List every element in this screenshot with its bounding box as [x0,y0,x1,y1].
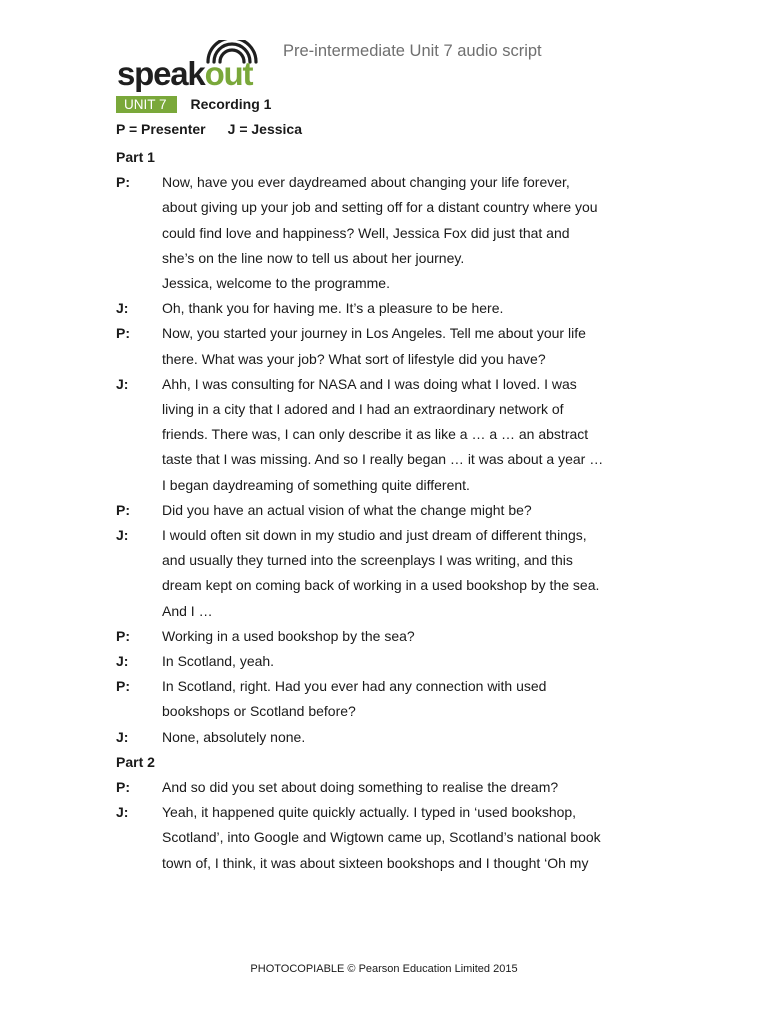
dialogue-turn [116,725,656,750]
text-line: there. What was your job? What sort of lifestyle did you have? [162,350,546,367]
dialogue-turn [116,775,656,800]
turn-text [162,674,656,724]
speaker-label: J: [116,527,129,544]
text-line: And so did you set about doing something to realise the dream? [162,779,559,796]
speaker-label: P: [116,501,130,518]
turn-text [162,523,656,624]
text-line: living in a city that I adored and I had an extraordinary network of [162,401,564,418]
dialogue-turn [116,624,656,649]
dialogue-turn [116,498,656,523]
part-heading: Part 1 [116,149,155,165]
speaker-label: P: [116,325,130,342]
text-line: None, absolutely none. [162,728,306,745]
logo-text-out: out [204,55,253,92]
dialogue-turn [116,321,656,371]
text-line: I began daydreaming of something quite different. [162,476,470,493]
speakout-logo [116,40,276,92]
text-line: Working in a used bookshop by the sea? [162,627,415,644]
speakout-logo-mark [116,40,276,92]
speaker-label: J: [116,804,129,821]
text-line: In Scotland, right. Had you ever had any connection with used [162,678,547,695]
turn-text [162,296,656,321]
dialogue-turn [116,296,656,321]
dialogue-turn [116,170,656,296]
speaker-label: J: [116,653,129,670]
recording-label: Recording 1 [190,96,272,112]
text-line: Did you have an actual vision of what the change might be? [162,501,532,518]
text-line: she’s on the line now to tell us about her journey. [162,249,465,266]
speaker-key-presenter: P = Presenter [116,121,206,137]
speaker-label: P: [116,779,130,796]
turn-text [162,649,656,674]
text-line: taste that I was missing. And so I really began … it was about a year … [162,451,604,468]
text-line: Ahh, I was consulting for NASA and I was doing what I loved. I was [162,375,577,392]
document-title: Pre-intermediate Unit 7 audio script [283,42,542,60]
text-line: bookshops or Scotland before? [162,703,356,720]
text-line: Jessica, welcome to the programme. [162,275,390,291]
dialogue-turn [116,372,656,498]
text-line: and usually they turned into the screenplays I was writing, and this [162,552,573,569]
speaker-key [116,121,302,137]
text-line: In Scotland, yeah. [162,653,275,670]
page-footer: PHOTOCOPIABLE © Pearson Education Limited 2015 [250,963,518,975]
audio-script [116,145,656,876]
turn-text [162,800,656,876]
text-line: town of, I think, it was about sixteen bookshops and I thought ‘Oh my [162,854,589,871]
text-line: And I … [162,602,213,619]
part-heading: Part 2 [116,753,155,770]
speaker-label: J: [116,375,129,392]
text-line: about giving up your job and setting off for a distant country where you [162,199,598,216]
unit-badge: UNIT 7 [116,96,177,113]
text-line: Now, you started your journey in Los Angeles. Tell me about your life [162,325,586,342]
turn-text [162,321,656,371]
text-line: Yeah, it happened quite quickly actually. I typed in ‘used bookshop, [162,804,577,821]
dialogue-turn [116,649,656,674]
unit-row [116,95,271,113]
speaker-label: P: [116,627,130,644]
text-line: I would often sit down in my studio and just dream of different things, [162,527,587,544]
turn-text [162,170,656,296]
speaker-label: J: [116,728,129,745]
text-line: could find love and happiness? Well, Jessica Fox did just that and [162,224,570,241]
logo-text-speak: speak [117,55,205,92]
text-line: friends. There was, I can only describe it as like a … a … an abstract [162,426,589,443]
turn-text [162,372,656,498]
turn-text [162,725,656,750]
dialogue-turn [116,523,656,624]
turn-text [162,498,656,523]
dialogue-turn [116,674,656,724]
svg-text:speakout [117,55,253,92]
speaker-key-jessica: J = Jessica [227,121,302,137]
text-line: Now, have you ever daydreamed about changing your life forever, [162,174,570,191]
text-line: Oh, thank you for having me. It’s a pleasure to be here. [162,300,504,317]
speaker-label: J: [116,300,129,317]
turn-text [162,624,656,649]
text-line: dream kept on coming back of working in a used bookshop by the sea. [162,577,600,594]
dialogue-turn [116,800,656,876]
text-line: Scotland’, into Google and Wigtown came up, Scotland’s national book [162,829,601,846]
turn-text [162,775,656,800]
speaker-label: P: [116,174,130,191]
speaker-label: P: [116,678,130,695]
